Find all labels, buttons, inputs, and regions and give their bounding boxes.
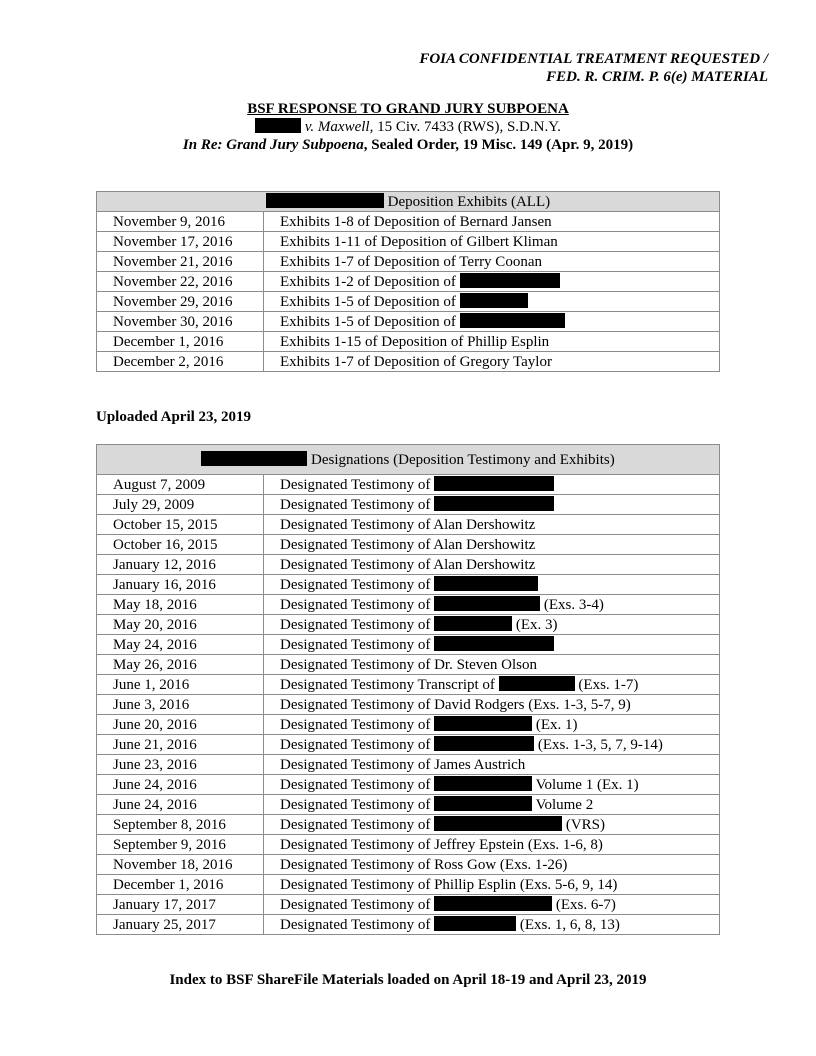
- row-date: January 25, 2017: [97, 915, 264, 935]
- row-description-cell: [264, 232, 720, 252]
- row-date: January 12, 2016: [97, 555, 264, 575]
- row-date: January 16, 2016: [97, 575, 264, 595]
- row-date: September 9, 2016: [97, 835, 264, 855]
- row-description-cell: [264, 775, 720, 795]
- row-description-cell: [264, 312, 720, 332]
- table-row: [97, 352, 720, 372]
- redaction-box: [434, 616, 512, 631]
- table-row: [97, 575, 720, 595]
- row-description-cell: [264, 475, 720, 495]
- row-description-cell: [264, 695, 720, 715]
- in-re-order: , Sealed Order, 19 Misc. 149 (Apr. 9, 2019): [363, 137, 634, 153]
- redaction-box: [434, 496, 554, 511]
- row-description: Exhibits 1-5 of Deposition of: [280, 293, 456, 310]
- table-row: [97, 515, 720, 535]
- redaction-box: [434, 596, 540, 611]
- table-row: [97, 775, 720, 795]
- row-description-cell: [264, 875, 720, 895]
- row-description: Exhibits 1-7 of Deposition of Terry Coonan: [280, 253, 542, 270]
- table-row: [97, 875, 720, 895]
- table-row: [97, 715, 720, 735]
- row-description: Designated Testimony of Alan Dershowitz: [280, 536, 536, 553]
- row-description-cell: [264, 735, 720, 755]
- table-row: [97, 695, 720, 715]
- row-date: December 1, 2016: [97, 875, 264, 895]
- row-suffix: (Ex. 1): [535, 716, 578, 733]
- redaction-box: [434, 796, 532, 811]
- table-row: [97, 535, 720, 555]
- redaction-box: [460, 313, 565, 328]
- table-row: [97, 232, 720, 252]
- row-description: Exhibits 1-2 of Deposition of: [280, 273, 456, 290]
- row-description-cell: [264, 555, 720, 575]
- table-row: [97, 252, 720, 272]
- row-date: June 3, 2016: [97, 695, 264, 715]
- row-description: Designated Testimony of: [280, 616, 431, 633]
- row-date: November 9, 2016: [97, 212, 264, 232]
- table-row: [97, 895, 720, 915]
- table-header-label: Deposition Exhibits (ALL): [387, 193, 551, 210]
- document-title: BSF RESPONSE TO GRAND JURY SUBPOENA: [247, 101, 569, 117]
- row-suffix: (Exs. 1-7): [578, 676, 639, 693]
- row-description: Designated Testimony of: [280, 576, 431, 593]
- row-date: December 2, 2016: [97, 352, 264, 372]
- table-row: [97, 312, 720, 332]
- table-header-row: [97, 445, 720, 475]
- table-row: [97, 795, 720, 815]
- row-description: Designated Testimony of: [280, 716, 431, 733]
- row-description: Exhibits 1-7 of Deposition of Gregory Taylor: [280, 353, 552, 370]
- table-row: [97, 655, 720, 675]
- row-description: Designated Testimony of Ross Gow (Exs. 1-26): [280, 856, 568, 873]
- row-description: Designated Testimony of: [280, 916, 431, 933]
- in-re-title: In Re: Grand Jury Subpoena: [182, 137, 364, 153]
- redaction-box: [434, 576, 538, 591]
- redaction-box: [255, 118, 301, 133]
- row-suffix: (Exs. 1-3, 5, 7, 9-14): [537, 736, 663, 753]
- case-versus: v. Maxwell: [304, 119, 370, 135]
- row-description-cell: [264, 292, 720, 312]
- row-date: January 17, 2017: [97, 895, 264, 915]
- row-date: December 1, 2016: [97, 332, 264, 352]
- redaction-box: [434, 896, 552, 911]
- deposition-exhibits-table: [96, 191, 720, 372]
- row-description-cell: [264, 595, 720, 615]
- row-description-cell: [264, 675, 720, 695]
- row-date: November 30, 2016: [97, 312, 264, 332]
- table-header-label: Designations (Deposition Testimony and Exhibits): [311, 451, 615, 468]
- row-date: May 24, 2016: [97, 635, 264, 655]
- row-description: Designated Testimony of James Austrich: [280, 756, 526, 773]
- redaction-box: [434, 776, 532, 791]
- row-description: Designated Testimony of: [280, 496, 431, 513]
- table-row: [97, 755, 720, 775]
- row-description-cell: [264, 835, 720, 855]
- row-description: Designated Testimony of: [280, 636, 431, 653]
- table-row: [97, 595, 720, 615]
- row-date: October 16, 2015: [97, 535, 264, 555]
- row-date: November 17, 2016: [97, 232, 264, 252]
- row-date: November 21, 2016: [97, 252, 264, 272]
- row-description-cell: [264, 815, 720, 835]
- row-description-cell: [264, 895, 720, 915]
- header-line-2: FED. R. CRIM. P. 6(e) MATERIAL: [546, 69, 768, 85]
- row-description-cell: [264, 755, 720, 775]
- row-suffix: Volume 1 (Ex. 1): [535, 776, 639, 793]
- row-date: July 29, 2009: [97, 495, 264, 515]
- table-row: [97, 475, 720, 495]
- table-row: [97, 855, 720, 875]
- row-description-cell: [264, 272, 720, 292]
- row-suffix: (Exs. 6-7): [555, 896, 616, 913]
- row-description: Designated Testimony Transcript of: [280, 676, 495, 693]
- row-description-cell: [264, 352, 720, 372]
- row-date: November 18, 2016: [97, 855, 264, 875]
- row-description: Designated Testimony of: [280, 736, 431, 753]
- row-date: May 20, 2016: [97, 615, 264, 635]
- row-description-cell: [264, 655, 720, 675]
- table-row: [97, 835, 720, 855]
- row-description: Exhibits 1-11 of Deposition of Gilbert Kliman: [280, 233, 558, 250]
- row-date: June 24, 2016: [97, 795, 264, 815]
- row-date: November 22, 2016: [97, 272, 264, 292]
- document-title-block: [0, 100, 816, 154]
- header-line-1: FOIA CONFIDENTIAL TREATMENT REQUESTED /: [419, 51, 768, 67]
- case-caption: [0, 118, 816, 136]
- section-label-uploaded: Uploaded April 23, 2019: [96, 409, 252, 425]
- row-suffix: (Exs. 3-4): [543, 596, 604, 613]
- redaction-box: [434, 636, 554, 651]
- redaction-box: [434, 816, 562, 831]
- row-suffix: (Exs. 1, 6, 8, 13): [519, 916, 620, 933]
- designations-table: [96, 444, 720, 935]
- table-row: [97, 555, 720, 575]
- row-description-cell: [264, 332, 720, 352]
- row-description: Designated Testimony of David Rodgers (Exs. 1-3, 5-7, 9): [280, 696, 631, 713]
- row-description-cell: [264, 855, 720, 875]
- table-row: [97, 212, 720, 232]
- row-description-cell: [264, 535, 720, 555]
- table-row: [97, 915, 720, 935]
- row-date: June 24, 2016: [97, 775, 264, 795]
- row-description-cell: [264, 575, 720, 595]
- row-date: November 29, 2016: [97, 292, 264, 312]
- redaction-box: [434, 476, 554, 491]
- table-row: [97, 292, 720, 312]
- table-row: [97, 635, 720, 655]
- row-description: Designated Testimony of: [280, 476, 431, 493]
- row-description-cell: [264, 915, 720, 935]
- row-date: October 15, 2015: [97, 515, 264, 535]
- row-suffix: (Ex. 3): [515, 616, 558, 633]
- row-description-cell: [264, 515, 720, 535]
- document-footer: Index to BSF ShareFile Materials loaded on April 18-19 and April 23, 2019: [169, 972, 647, 988]
- table-header-row: [97, 192, 720, 212]
- row-date: June 23, 2016: [97, 755, 264, 775]
- row-description: Designated Testimony of Alan Dershowitz: [280, 556, 536, 573]
- table-row: [97, 735, 720, 755]
- row-description: Exhibits 1-5 of Deposition of: [280, 313, 456, 330]
- table-row: [97, 675, 720, 695]
- row-description-cell: [264, 795, 720, 815]
- row-description: Designated Testimony of Alan Dershowitz: [280, 516, 536, 533]
- row-description: Exhibits 1-15 of Deposition of Phillip Esplin: [280, 333, 550, 350]
- row-description: Exhibits 1-8 of Deposition of Bernard Jansen: [280, 213, 552, 230]
- row-date: June 1, 2016: [97, 675, 264, 695]
- row-description-cell: [264, 635, 720, 655]
- redaction-box: [266, 193, 384, 208]
- table-row: [97, 495, 720, 515]
- redaction-box: [434, 916, 516, 931]
- row-description: Designated Testimony of: [280, 816, 431, 833]
- confidential-header: [419, 50, 768, 86]
- row-date: September 8, 2016: [97, 815, 264, 835]
- row-description-cell: [264, 715, 720, 735]
- table-header-cell: [97, 192, 720, 212]
- row-description: Designated Testimony of: [280, 896, 431, 913]
- row-description-cell: [264, 252, 720, 272]
- row-suffix: Volume 2: [535, 796, 594, 813]
- row-description-cell: [264, 615, 720, 635]
- row-date: August 7, 2009: [97, 475, 264, 495]
- redaction-box: [499, 676, 575, 691]
- table-row: [97, 272, 720, 292]
- row-date: June 20, 2016: [97, 715, 264, 735]
- row-description: Designated Testimony of Phillip Esplin (Exs. 5-6, 9, 14): [280, 876, 618, 893]
- row-date: May 26, 2016: [97, 655, 264, 675]
- row-description: Designated Testimony of Dr. Steven Olson: [280, 656, 537, 673]
- row-description-cell: [264, 212, 720, 232]
- redaction-box: [434, 736, 534, 751]
- case-number: , 15 Civ. 7433 (RWS), S.D.N.Y.: [369, 119, 561, 135]
- row-suffix: (VRS): [565, 816, 605, 833]
- redaction-box: [460, 293, 528, 308]
- row-description: Designated Testimony of: [280, 596, 431, 613]
- redaction-box: [460, 273, 560, 288]
- table-row: [97, 815, 720, 835]
- table-row: [97, 332, 720, 352]
- row-description: Designated Testimony of Jeffrey Epstein (Exs. 1-6, 8): [280, 836, 603, 853]
- row-description-cell: [264, 495, 720, 515]
- row-description: Designated Testimony of: [280, 796, 431, 813]
- redaction-box: [434, 716, 532, 731]
- row-date: June 21, 2016: [97, 735, 264, 755]
- redaction-box: [201, 451, 307, 466]
- table-header-cell: [97, 445, 720, 475]
- in-re-line: [0, 136, 816, 154]
- row-date: May 18, 2016: [97, 595, 264, 615]
- row-description: Designated Testimony of: [280, 776, 431, 793]
- table-row: [97, 615, 720, 635]
